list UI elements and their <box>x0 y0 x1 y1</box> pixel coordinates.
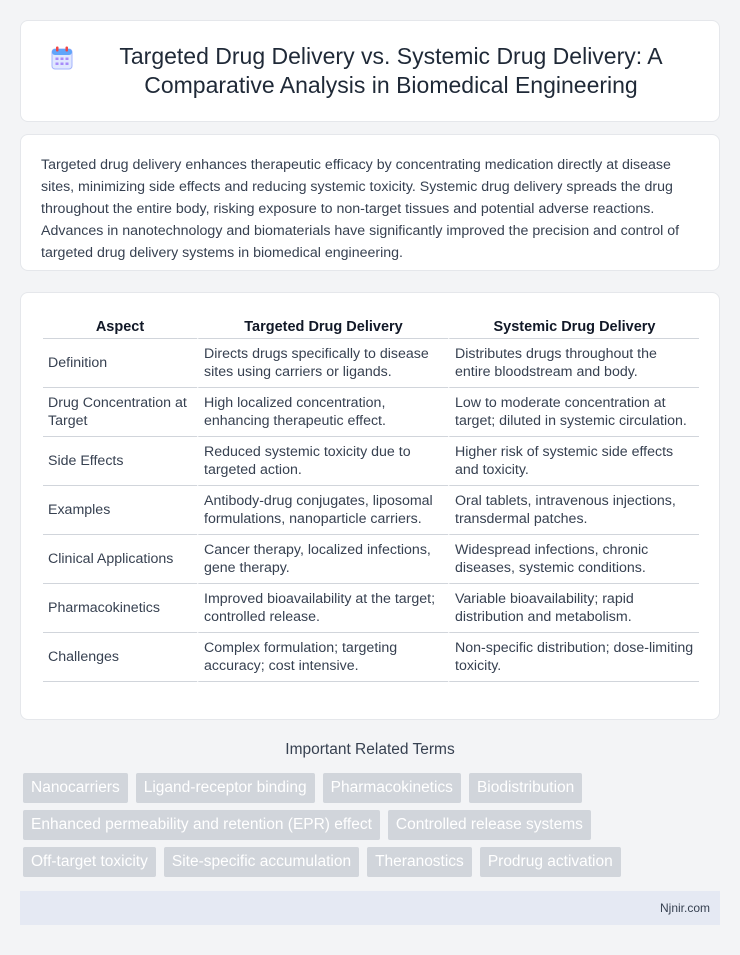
row-systemic: Widespread infections, chronic diseases, systemic conditions. <box>448 535 699 584</box>
row-targeted: High localized concentration, enhancing therapeutic effect. <box>197 388 448 437</box>
footer-site-link[interactable]: Njnir.com <box>659 901 710 915</box>
row-aspect: Challenges <box>43 633 197 682</box>
footer <box>20 891 720 925</box>
related-term-tag[interactable]: Ligand-receptor binding <box>136 773 315 803</box>
row-systemic: Variable bioavailability; rapid distribution and metabolism. <box>448 584 699 633</box>
header-systemic: Systemic Drug Delivery <box>448 315 699 339</box>
comparison-table-card <box>20 292 720 720</box>
row-systemic: Non-specific distribution; dose-limiting toxicity. <box>448 633 699 682</box>
row-targeted: Cancer therapy, localized infections, gene therapy. <box>197 535 448 584</box>
row-aspect: Clinical Applications <box>43 535 197 584</box>
table-header-row <box>43 315 699 339</box>
table-row <box>43 388 699 437</box>
related-term-tag[interactable]: Off-target toxicity <box>23 847 156 877</box>
table-row <box>43 535 699 584</box>
row-aspect: Drug Concentration at Target <box>43 388 197 437</box>
related-terms-list <box>23 773 723 884</box>
row-aspect: Definition <box>43 339 197 388</box>
row-targeted: Directs drugs specifically to disease sites using carriers or ligands. <box>197 339 448 388</box>
row-targeted: Improved bioavailability at the target; controlled release. <box>197 584 448 633</box>
related-term-tag[interactable]: Site-specific accumulation <box>164 847 359 877</box>
page-title: Targeted Drug Delivery vs. Systemic Drug Delivery: A Comparative Analysis in Biomedical Engineering <box>119 43 663 98</box>
header-targeted: Targeted Drug Delivery <box>197 315 448 339</box>
row-targeted: Reduced systemic toxicity due to targeted action. <box>197 437 448 486</box>
row-aspect: Pharmacokinetics <box>43 584 197 633</box>
related-term-tag[interactable]: Theranostics <box>367 847 472 877</box>
row-targeted: Antibody-drug conjugates, liposomal formulations, nanoparticle carriers. <box>197 486 448 535</box>
row-targeted: Complex formulation; targeting accuracy; cost intensive. <box>197 633 448 682</box>
table-row <box>43 437 699 486</box>
related-term-tag[interactable]: Biodistribution <box>469 773 582 803</box>
table-row <box>43 339 699 388</box>
related-term-tag[interactable]: Controlled release systems <box>388 810 591 840</box>
table-row <box>43 584 699 633</box>
table-row <box>43 486 699 535</box>
row-systemic: Distributes drugs throughout the entire bloodstream and body. <box>448 339 699 388</box>
related-terms-title: Important Related Terms <box>285 741 455 758</box>
row-systemic: Higher risk of systemic side effects and toxicity. <box>448 437 699 486</box>
related-term-tag[interactable]: Prodrug activation <box>480 847 621 877</box>
related-term-tag[interactable]: Nanocarriers <box>23 773 128 803</box>
related-term-tag[interactable]: Pharmacokinetics <box>323 773 461 803</box>
comparison-table <box>43 315 699 682</box>
intro-card <box>20 134 720 271</box>
row-aspect: Side Effects <box>43 437 197 486</box>
row-systemic: Oral tablets, intravenous injections, transdermal patches. <box>448 486 699 535</box>
header-card <box>20 20 720 122</box>
calendar-icon <box>51 46 73 70</box>
table-row <box>43 633 699 682</box>
intro-paragraph: Targeted drug delivery enhances therapeutic efficacy by concentrating medication directly at disease sites, minimizing side effects and reducing systemic toxicity. Systemic drug delivery spreads the drug throughout the entire body, risking exposure to non-target tissues and potential adverse reactions. Advances in nanotechnology and biomaterials have significantly improved the precision and control of targeted drug delivery systems in biomedical engineering. <box>41 157 680 261</box>
row-systemic: Low to moderate concentration at target; diluted in systemic circulation. <box>448 388 699 437</box>
row-aspect: Examples <box>43 486 197 535</box>
header-aspect: Aspect <box>43 315 197 339</box>
related-term-tag[interactable]: Enhanced permeability and retention (EPR) effect <box>23 810 380 840</box>
